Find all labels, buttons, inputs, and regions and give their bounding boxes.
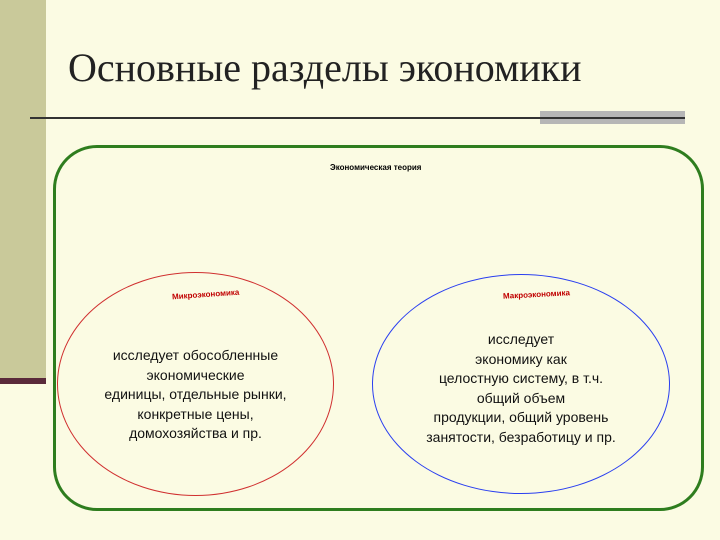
macroeconomics-label: Макроэкономика (502, 288, 571, 301)
economic-theory-label: Экономическая теория (330, 163, 422, 172)
title-underline-accent-line (540, 117, 685, 119)
description-line: занятости, безработицу и пр. (426, 428, 616, 445)
description-line: экономику как (475, 350, 567, 367)
macroeconomics-description (380, 330, 662, 447)
microeconomics-description (62, 346, 329, 444)
left-decor-bar (0, 0, 46, 383)
description-line: экономические (146, 366, 245, 383)
description-line: конкретные цены, (137, 405, 254, 422)
description-line: продукции, общий уровень (433, 409, 609, 425)
description-line: исследует (487, 331, 555, 347)
description-line: общий объем (476, 389, 566, 406)
description-line: единицы, отдельные рынки, (104, 386, 287, 402)
left-decor-bar-edge (0, 378, 46, 384)
description-line: домохозяйства и пр. (129, 425, 262, 441)
description-line: целостную систему, в т.ч. (438, 370, 604, 386)
slide-title: Основные разделы экономики (68, 45, 582, 90)
title-underline (30, 117, 540, 119)
microeconomics-label: Микроэкономика (171, 287, 240, 302)
description-line: исследует обособленные (112, 347, 279, 363)
